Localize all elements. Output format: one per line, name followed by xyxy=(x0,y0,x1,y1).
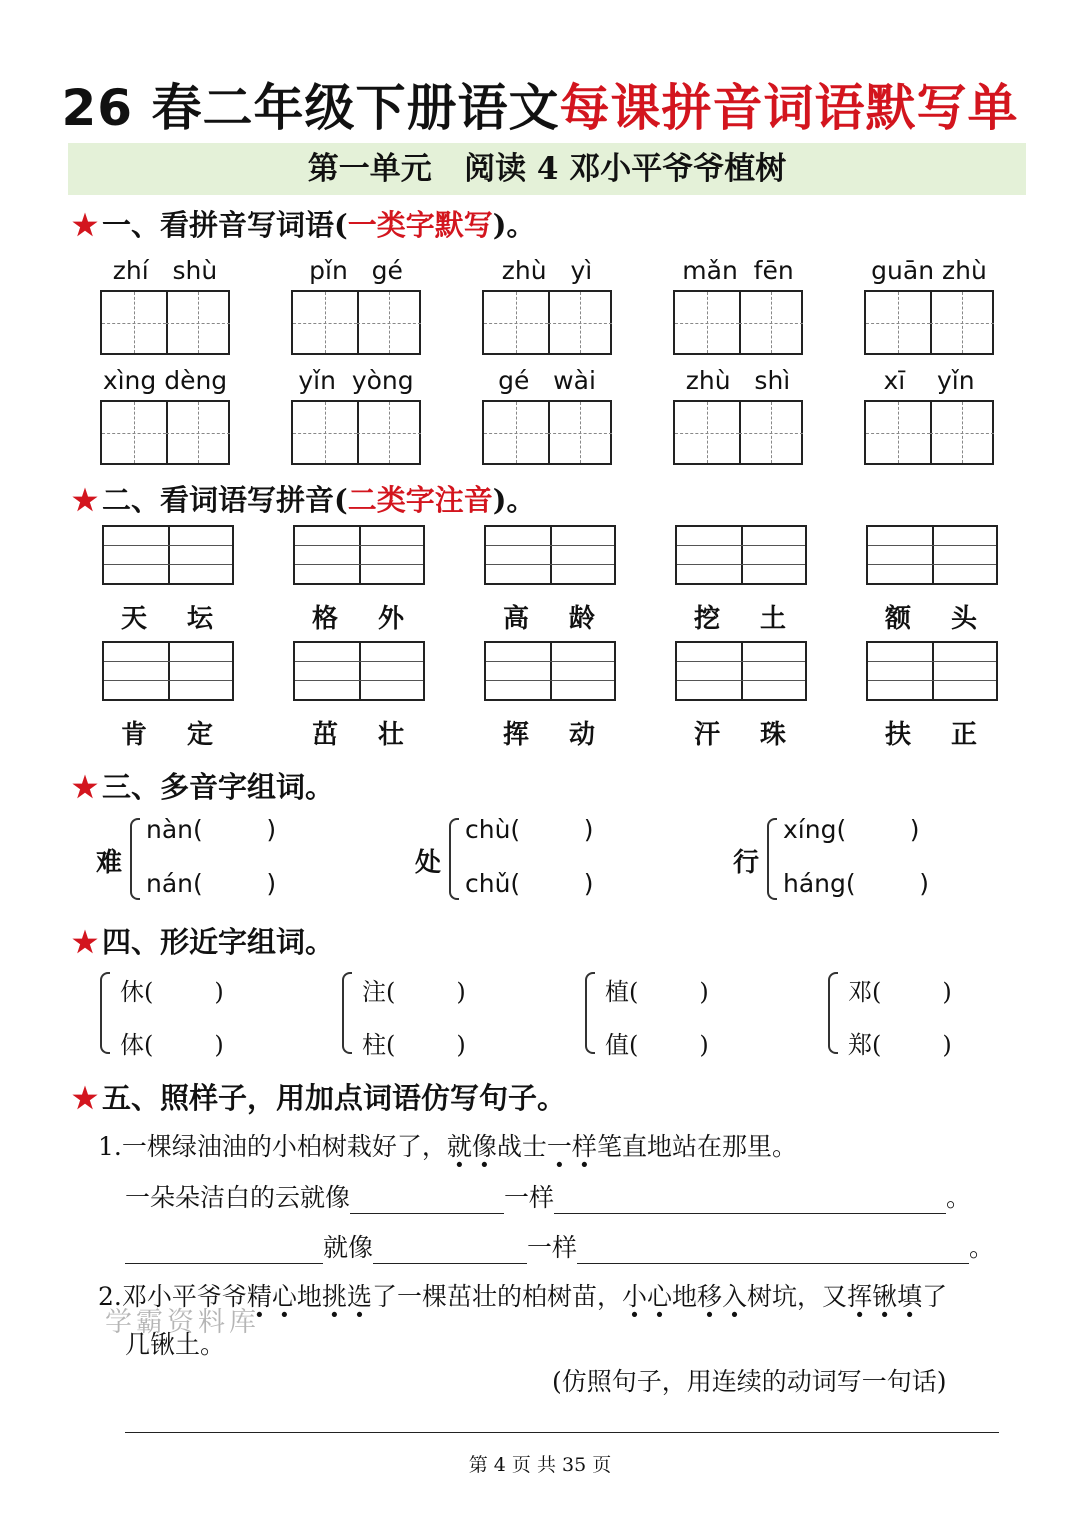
vocab-char: 汗 xyxy=(693,720,720,750)
section3-heading: ★ 三、多音字组词。 xyxy=(72,770,335,804)
similar-char-entry[interactable]: 值( ) xyxy=(605,1031,709,1059)
grid-cell[interactable] xyxy=(293,402,359,463)
q1-answer-line-1: 一朵朵洁白的云就像 一样 。 xyxy=(125,1183,972,1212)
pinyin-writing-box[interactable] xyxy=(866,525,998,585)
pinyin-writing-box[interactable] xyxy=(102,525,234,585)
polyphone-entry[interactable]: nán( ) xyxy=(146,869,277,898)
pinyin-writing-box[interactable] xyxy=(484,525,616,585)
grid-cell[interactable] xyxy=(484,292,550,353)
grid-cell[interactable] xyxy=(930,402,994,463)
vocab-char: 挥 xyxy=(502,720,529,750)
polyphone-entry[interactable]: chù( ) xyxy=(465,815,594,844)
pinyin-label: xìng dèng xyxy=(102,366,228,395)
vocab-char: 土 xyxy=(759,604,786,634)
vocab-char: 肯 xyxy=(120,720,147,750)
star-icon: ★ xyxy=(72,925,98,959)
grid-cell[interactable] xyxy=(548,292,612,353)
polyphone-char: 处 xyxy=(415,848,442,878)
vocab-char: 外 xyxy=(377,604,404,634)
grid-cell[interactable] xyxy=(739,292,803,353)
section4-heading: ★ 四、形近字组词。 xyxy=(72,925,335,959)
blank-5[interactable] xyxy=(577,1237,969,1264)
pinyin-writing-box[interactable] xyxy=(866,641,998,701)
brace xyxy=(767,818,777,900)
grid-cell[interactable] xyxy=(739,402,803,463)
polyphone-entry[interactable]: chǔ( ) xyxy=(465,869,594,898)
polyphone-char: 难 xyxy=(96,848,123,878)
writing-grid[interactable] xyxy=(864,400,994,465)
writing-grid[interactable] xyxy=(291,400,421,465)
polyphone-entry[interactable]: háng( ) xyxy=(783,869,929,898)
grid-cell[interactable] xyxy=(357,402,421,463)
similar-char-entry[interactable]: 邓( ) xyxy=(848,978,952,1006)
polyphone-char: 行 xyxy=(733,848,760,878)
q2-hint: (仿照句子，用连续的动词写一句话) xyxy=(552,1367,947,1396)
pinyin-label: zhù shì xyxy=(685,366,791,395)
vocab-char: 额 xyxy=(884,604,911,634)
pinyin-label: pǐn gé xyxy=(309,256,403,285)
watermark: 学霸资料库 xyxy=(105,1307,260,1338)
title-part2: 每课拼音词语默写单 xyxy=(559,79,1019,137)
q2-sentence-cont: 几锹土。 xyxy=(125,1330,226,1359)
section2-heading: ★ 二、看词语写拼音(二类字注音)。 xyxy=(72,483,536,517)
vocab-char: 壮 xyxy=(377,720,404,750)
vocab-char: 挖 xyxy=(693,604,720,634)
brace xyxy=(100,972,110,1054)
grid-cell[interactable] xyxy=(675,292,741,353)
vocab-char: 龄 xyxy=(568,604,595,634)
grid-cell[interactable] xyxy=(548,402,612,463)
pinyin-label: mǎn fēn xyxy=(682,256,794,285)
blank-2[interactable] xyxy=(554,1187,946,1214)
grid-cell[interactable] xyxy=(675,402,741,463)
unit-banner: 第一单元 阅读 4 邓小平爷爷植树 xyxy=(68,143,1026,195)
similar-char-entry[interactable]: 郑( ) xyxy=(848,1031,952,1059)
section1-heading: ★ 一、看拼音写词语(一类字默写)。 xyxy=(72,208,536,242)
blank-1[interactable] xyxy=(350,1187,504,1214)
pinyin-writing-box[interactable] xyxy=(102,641,234,701)
star-icon: ★ xyxy=(72,1081,98,1115)
pinyin-label: gé wài xyxy=(498,366,596,395)
writing-grid[interactable] xyxy=(291,290,421,355)
pinyin-writing-box[interactable] xyxy=(293,641,425,701)
similar-char-entry[interactable]: 体( ) xyxy=(120,1031,224,1059)
grid-cell[interactable] xyxy=(102,292,168,353)
pinyin-label: xī yǐn xyxy=(883,366,975,395)
similar-char-entry[interactable]: 柱( ) xyxy=(362,1031,466,1059)
vocab-char: 正 xyxy=(950,720,977,750)
grid-cell[interactable] xyxy=(293,292,359,353)
pinyin-label: zhù yì xyxy=(501,256,593,285)
polyphone-entry[interactable]: xíng( ) xyxy=(783,815,920,844)
grid-cell[interactable] xyxy=(866,292,932,353)
similar-char-entry[interactable]: 休( ) xyxy=(120,978,224,1006)
q2-answer-line[interactable] xyxy=(125,1432,999,1433)
pinyin-writing-box[interactable] xyxy=(484,641,616,701)
blank-4[interactable] xyxy=(373,1237,527,1264)
title-part1: 26 春二年级下册语文 xyxy=(61,79,560,137)
writing-grid[interactable] xyxy=(100,400,230,465)
grid-cell[interactable] xyxy=(102,402,168,463)
writing-grid[interactable] xyxy=(482,290,612,355)
star-icon: ★ xyxy=(72,208,98,242)
vocab-char: 茁 xyxy=(311,720,338,750)
pinyin-label: zhí shù xyxy=(112,256,218,285)
brace xyxy=(585,972,595,1054)
vocab-char: 头 xyxy=(950,604,977,634)
vocab-char: 格 xyxy=(311,604,338,634)
writing-grid[interactable] xyxy=(864,290,994,355)
grid-cell[interactable] xyxy=(484,402,550,463)
polyphone-entry[interactable]: nàn( ) xyxy=(146,815,277,844)
similar-char-entry[interactable]: 植( ) xyxy=(605,978,709,1006)
star-icon: ★ xyxy=(72,483,98,517)
brace xyxy=(130,818,140,900)
star-icon: ★ xyxy=(72,770,98,804)
grid-cell[interactable] xyxy=(866,402,932,463)
vocab-char: 坛 xyxy=(186,604,213,634)
pinyin-writing-box[interactable] xyxy=(675,525,807,585)
grid-cell[interactable] xyxy=(357,292,421,353)
brace xyxy=(828,972,838,1054)
writing-grid[interactable] xyxy=(673,400,803,465)
vocab-char: 定 xyxy=(186,720,213,750)
brace xyxy=(449,818,459,900)
writing-grid[interactable] xyxy=(673,290,803,355)
writing-grid[interactable] xyxy=(482,400,612,465)
pinyin-label: guān zhù xyxy=(871,256,987,285)
q2-sentence: 2.邓小平爷爷精心地挑选了一棵茁壮的柏树苗，小心地移入树坑，又挥锹填了 xyxy=(98,1282,948,1311)
similar-char-entry[interactable]: 注( ) xyxy=(362,978,466,1006)
vocab-char: 动 xyxy=(568,720,595,750)
grid-cell[interactable] xyxy=(930,292,994,353)
vocab-char: 高 xyxy=(502,604,529,634)
pinyin-writing-box[interactable] xyxy=(293,525,425,585)
vocab-char: 天 xyxy=(120,604,147,634)
grid-cell[interactable] xyxy=(166,292,230,353)
page-footer: 第 4 页 共 35 页 xyxy=(468,1454,612,1476)
q1-answer-line-2: 就像 一样 。 xyxy=(125,1228,994,1264)
vocab-char: 扶 xyxy=(884,720,911,750)
grid-cell[interactable] xyxy=(166,402,230,463)
q1-sentence: 1.一棵绿油油的小柏树栽好了，就像战士一样笔直地站在那里。 xyxy=(98,1132,797,1161)
section5-heading: ★ 五、照样子，用加点词语仿写句子。 xyxy=(72,1081,567,1115)
blank-3[interactable] xyxy=(125,1237,323,1264)
writing-grid[interactable] xyxy=(100,290,230,355)
page-title xyxy=(0,68,1080,140)
pinyin-writing-box[interactable] xyxy=(675,641,807,701)
brace xyxy=(342,972,352,1054)
pinyin-label: yǐn yòng xyxy=(298,366,414,395)
vocab-char: 珠 xyxy=(759,720,786,750)
